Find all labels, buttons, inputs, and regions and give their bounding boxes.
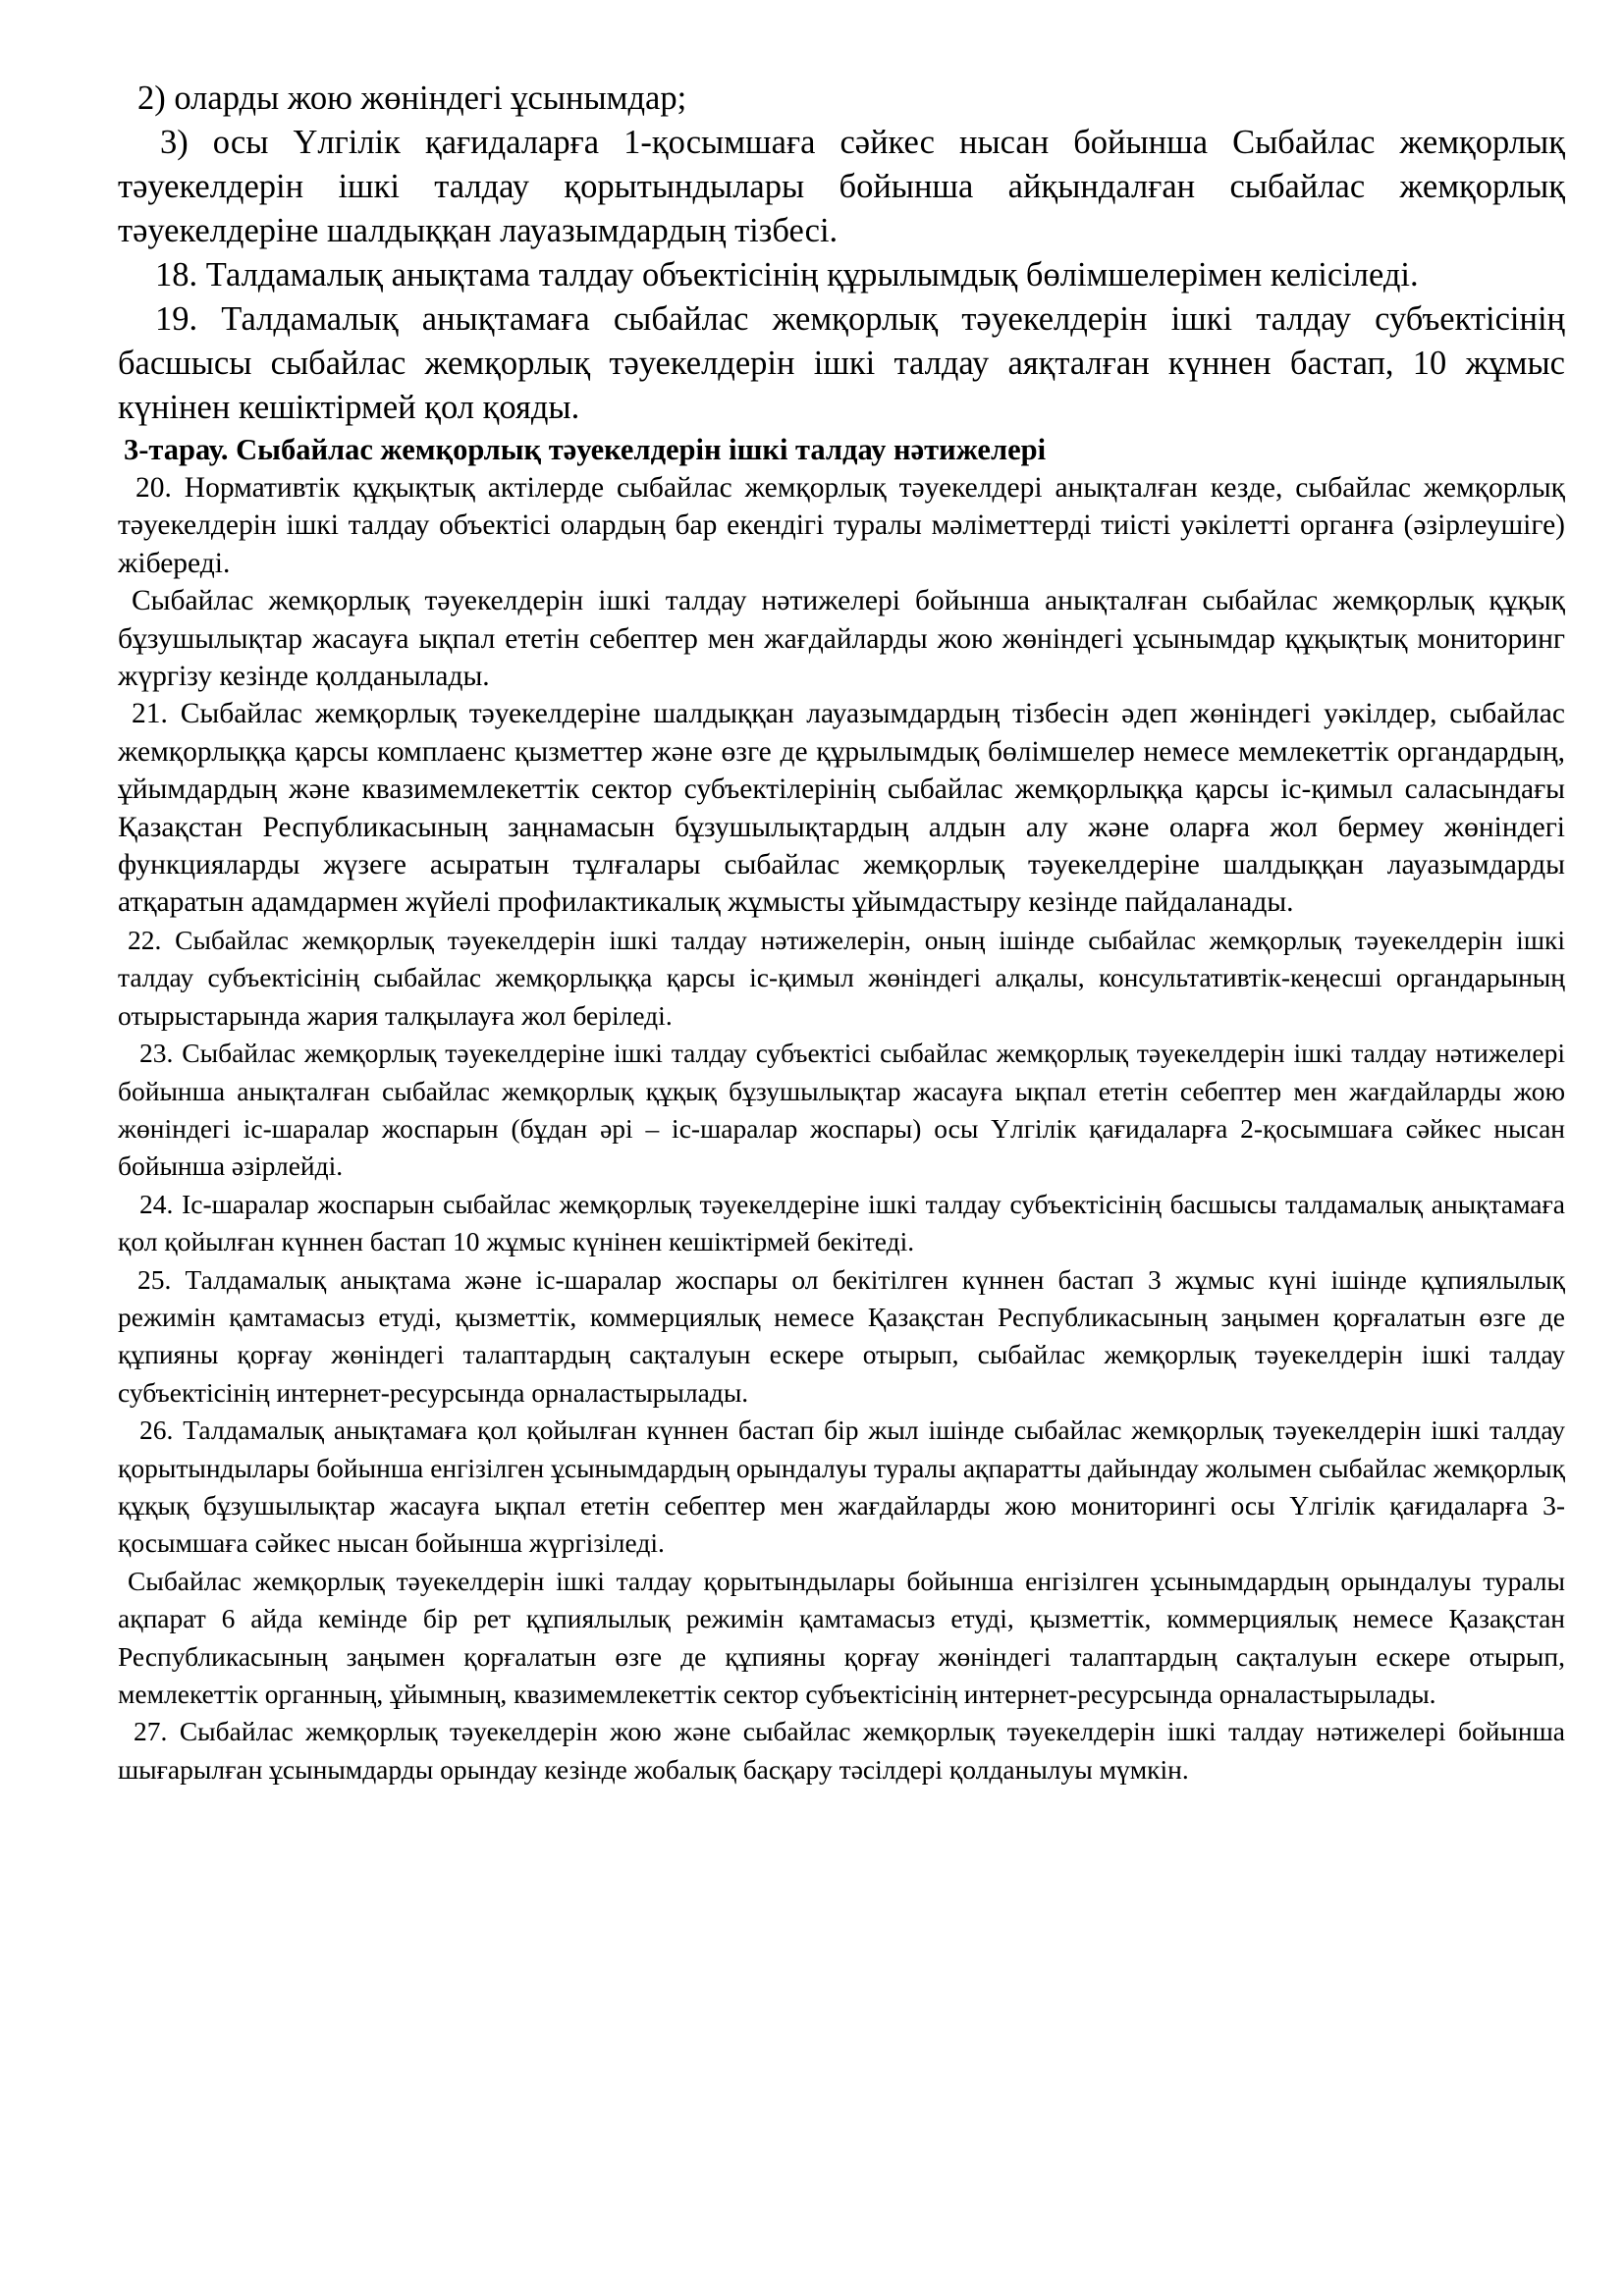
paragraph-21: 21. Сыбайлас жемқорлық тәуекелдеріне шалдыққан лауазымдардың тізбесін әдеп жөніндегі уәкілдер, сыбайлас жемқорлыққа қарсы комплаенс қызметтер және өзге де құрылымдық бөлімшелер немесе мемлекеттік органдардың, ұйымдардың және квазимемлекеттік сектор субъектілерінің сыбайлас жемқорлыққа қарсы іс-қимыл саласындағы Қазақстан Республикасының заңнамасын бұзушылықтардың алдын алу және оларға жол бермеу жөніндегі функцияларды жүзеге асыратын тұлғалары сыбайлас жемқорлық тәуекелдеріне шалдыққан лауазымдарды атқаратын адамдармен жүйелі профилактикалық жұмысты ұйымдастыру кезінде пайдаланады. bbox=[118, 698, 1565, 919]
document-page bbox=[118, 77, 1565, 1789]
paragraph-27: 27. Сыбайлас жемқорлық тәуекелдерін жою және сыбайлас жемқорлық тәуекелдерін ішкі талдау нәтижелері бойынша шығарылған ұсынымдарды орындау кезінде жобалық басқару тәсілдері қолданылуы мүмкін. bbox=[118, 1716, 1565, 1785]
paragraph-26: 26. Талдамалық анықтамаға қол қойылған күннен бастап бір жыл ішінде сыбайлас жемқорлық тәуекелдерін ішкі талдау қорытындылары бойынша енгізілген ұсынымдардың орындалуы туралы ақпаратты дайындау жолымен сыбайлас жемқорлық құқық бұзушылықтар жасауға ықпал ететін себептер мен жағдайларды жою мониторингі осы Үлгілік қағидаларға 3-қосымшаға сәйкес нысан бойынша жүргізіледі. bbox=[118, 1415, 1565, 1559]
paragraph-20: 20. Нормативтік құқықтық актілерде сыбайлас жемқорлық тәуекелдері анықталған кезде, сыбайлас жемқорлық тәуекелдерін ішкі талдау объектісі олардың бар екендігі туралы мәліметтерді тиісті уәкілетті органға (әзірлеушіге) жібереді. bbox=[118, 472, 1565, 579]
paragraph-24: 24. Іс-шаралар жоспарын сыбайлас жемқорлық тәуекелдеріне ішкі талдау субъектісінің басшысы талдамалық анықтамаға қол қойылған күннен бастап 10 жұмыс күнінен кешіктірмей бекітеді. bbox=[118, 1188, 1565, 1257]
paragraph-item-3: 3) осы Үлгілік қағидаларға 1-қосымшаға сәйкес нысан бойынша Сыбайлас жемқорлық тәуекелдерін ішкі талдау қорытындылары бойынша айқындалған сыбайлас жемқорлық тәуекелдеріне шалдыққан лауазымдардың тізбесі. bbox=[118, 124, 1565, 249]
paragraph-item-2: 2) оларды жою жөніндегі ұсынымдар; bbox=[137, 80, 687, 117]
paragraph-22: 22. Сыбайлас жемқорлық тәуекелдерін ішкі талдау нәтижелерін, оның ішінде сыбайлас жемқорлық тәуекелдерін ішкі талдау субъектісінің сыбайлас жемқорлыққа қарсы іс-қимыл жөніндегі алқалы, консультативтік-кеңесші органдарының отырыстарында жария талқылауға жол беріледі. bbox=[118, 924, 1565, 1031]
paragraph-19: 19. Талдамалық анықтамаға сыбайлас жемқорлық тәуекелдерін ішкі талдау субъектісінің басшысы сыбайлас жемқорлық тәуекелдерін ішкі талдау аяқталған күннен бастап, 10 жұмыс күнінен кешіктірмей қол қояды. bbox=[118, 300, 1565, 426]
paragraph-25: 25. Талдамалық анықтама және іс-шаралар жоспары ол бекітілген күннен бастап 3 жұмыс күні ішінде құпиялылық режимін қамтамасыз етуді, қызметтік, коммерциялық немесе Қазақстан Республикасының заңымен қорғалатын өзге де құпияны қорғау жөніндегі талаптардың сақталуын ескере отырып, сыбайлас жемқорлық тәуекелдерін ішкі талдау субъектісінің интернет-ресурсында орналастырылады. bbox=[118, 1263, 1565, 1408]
paragraph-18: 18. Талдамалық анықтама талдау объектісінің құрылымдық бөлімшелерімен келісіледі. bbox=[155, 256, 1419, 294]
paragraph-20-continuation: Сыбайлас жемқорлық тәуекелдерін ішкі талдау нәтижелері бойынша анықталған сыбайлас жемқорлық құқық бұзушылықтар жасауға ықпал ететін себептер мен жағдайларды жою жөніндегі ұсынымдар құқықтық мониторинг жүргізу кезінде қолданылады. bbox=[118, 585, 1565, 693]
paragraph-23: 23. Сыбайлас жемқорлық тәуекелдеріне ішкі талдау субъектісі сыбайлас жемқорлық тәуекелдерін ішкі талдау нәтижелері бойынша анықталған сыбайлас жемқорлық құқық бұзушылықтар жасауға ықпал ететін себептер мен жағдайларды жою жөніндегі іс-шаралар жоспарын (бұдан әрі – іс-шаралар жоспары) осы Үлгілік қағидаларға 2-қосымшаға сәйкес нысан бойынша әзірлейді. bbox=[118, 1038, 1565, 1182]
paragraph-26-continuation: Сыбайлас жемқорлық тәуекелдерін ішкі талдау қорытындылары бойынша енгізілген ұсынымдардың орындалуы туралы ақпарат 6 айда кемінде бір рет құпиялылық режимін қамтамасыз етуді, қызметтік, коммерциялық немесе Қазақстан Республикасының заңымен қорғалатын өзге де құпияны қорғау жөніндегі талаптардың сақталуын ескере отырып, мемлекеттік органның, ұйымның, квазимемлекеттік сектор субъектісінің интернет-ресурсында орналастырылады. bbox=[118, 1565, 1565, 1709]
section-heading: 3-тарау. Сыбайлас жемқорлық тәуекелдерін ішкі талдау нәтижелері bbox=[124, 433, 1047, 466]
